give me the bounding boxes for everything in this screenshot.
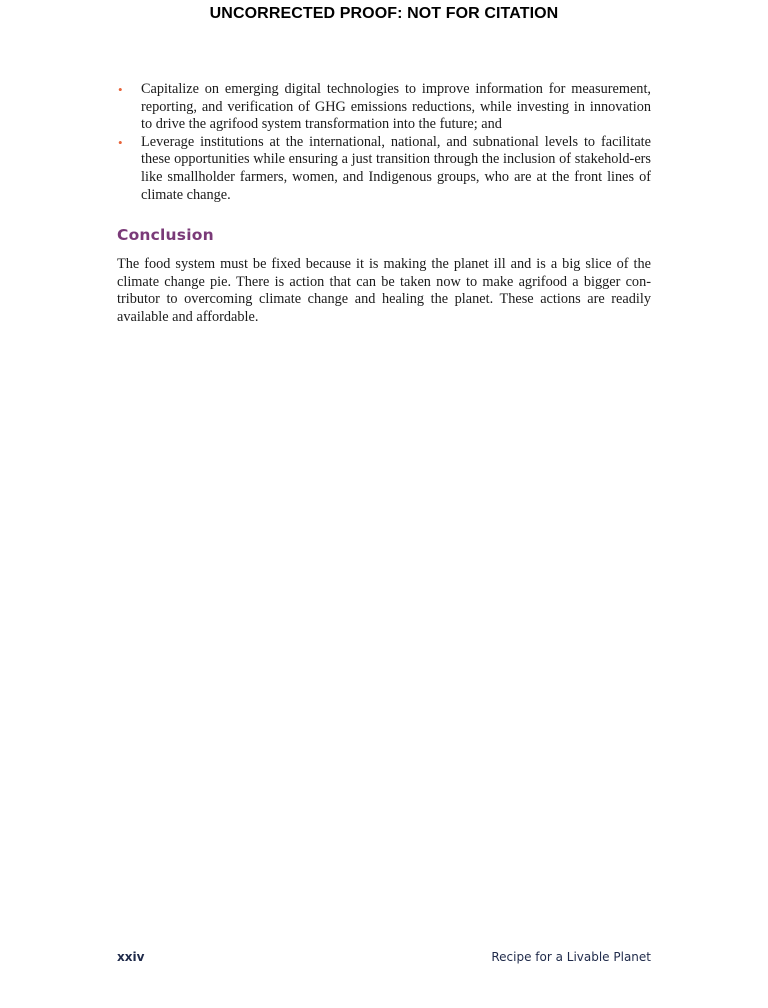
footer-page-number: xxiv — [117, 950, 145, 964]
conclusion-paragraph: The food system must be fixed because it is making the planet ill and is a big slice of the climate change pie. There is action that can be taken now to make agrifood a bigger con-tributor to overcoming climate change and healing the planet. These actions are readily available and affordable. — [117, 256, 651, 325]
bullet-dot-icon: • — [118, 82, 123, 97]
bullet-list — [117, 81, 651, 204]
page-content — [117, 81, 651, 327]
section-heading-conclusion: Conclusion — [117, 226, 214, 245]
bullet-text: Leverage institutions at the international, national, and subnational levels to facilitate these opportunities while ensuring a just transition through the inclusion of stakehold-ers like smallholder farmers, women, and Indigenous groups, who are at the front lines of climate change. — [141, 133, 651, 203]
bullet-item-leverage-institutions — [117, 134, 651, 204]
bullet-text: Capitalize on emerging digital technologies to improve information for measurement, reporting, and verification of GHG emissions reductions, while investing in innovation to drive the agrifood system transformation into the future; and — [141, 81, 651, 133]
bullet-dot-icon: • — [118, 134, 123, 150]
footer-book-title: Recipe for a Livable Planet — [491, 950, 651, 964]
proof-banner: UNCORRECTED PROOF: NOT FOR CITATION — [209, 5, 559, 22]
bullet-item-digital-technologies — [117, 81, 651, 134]
